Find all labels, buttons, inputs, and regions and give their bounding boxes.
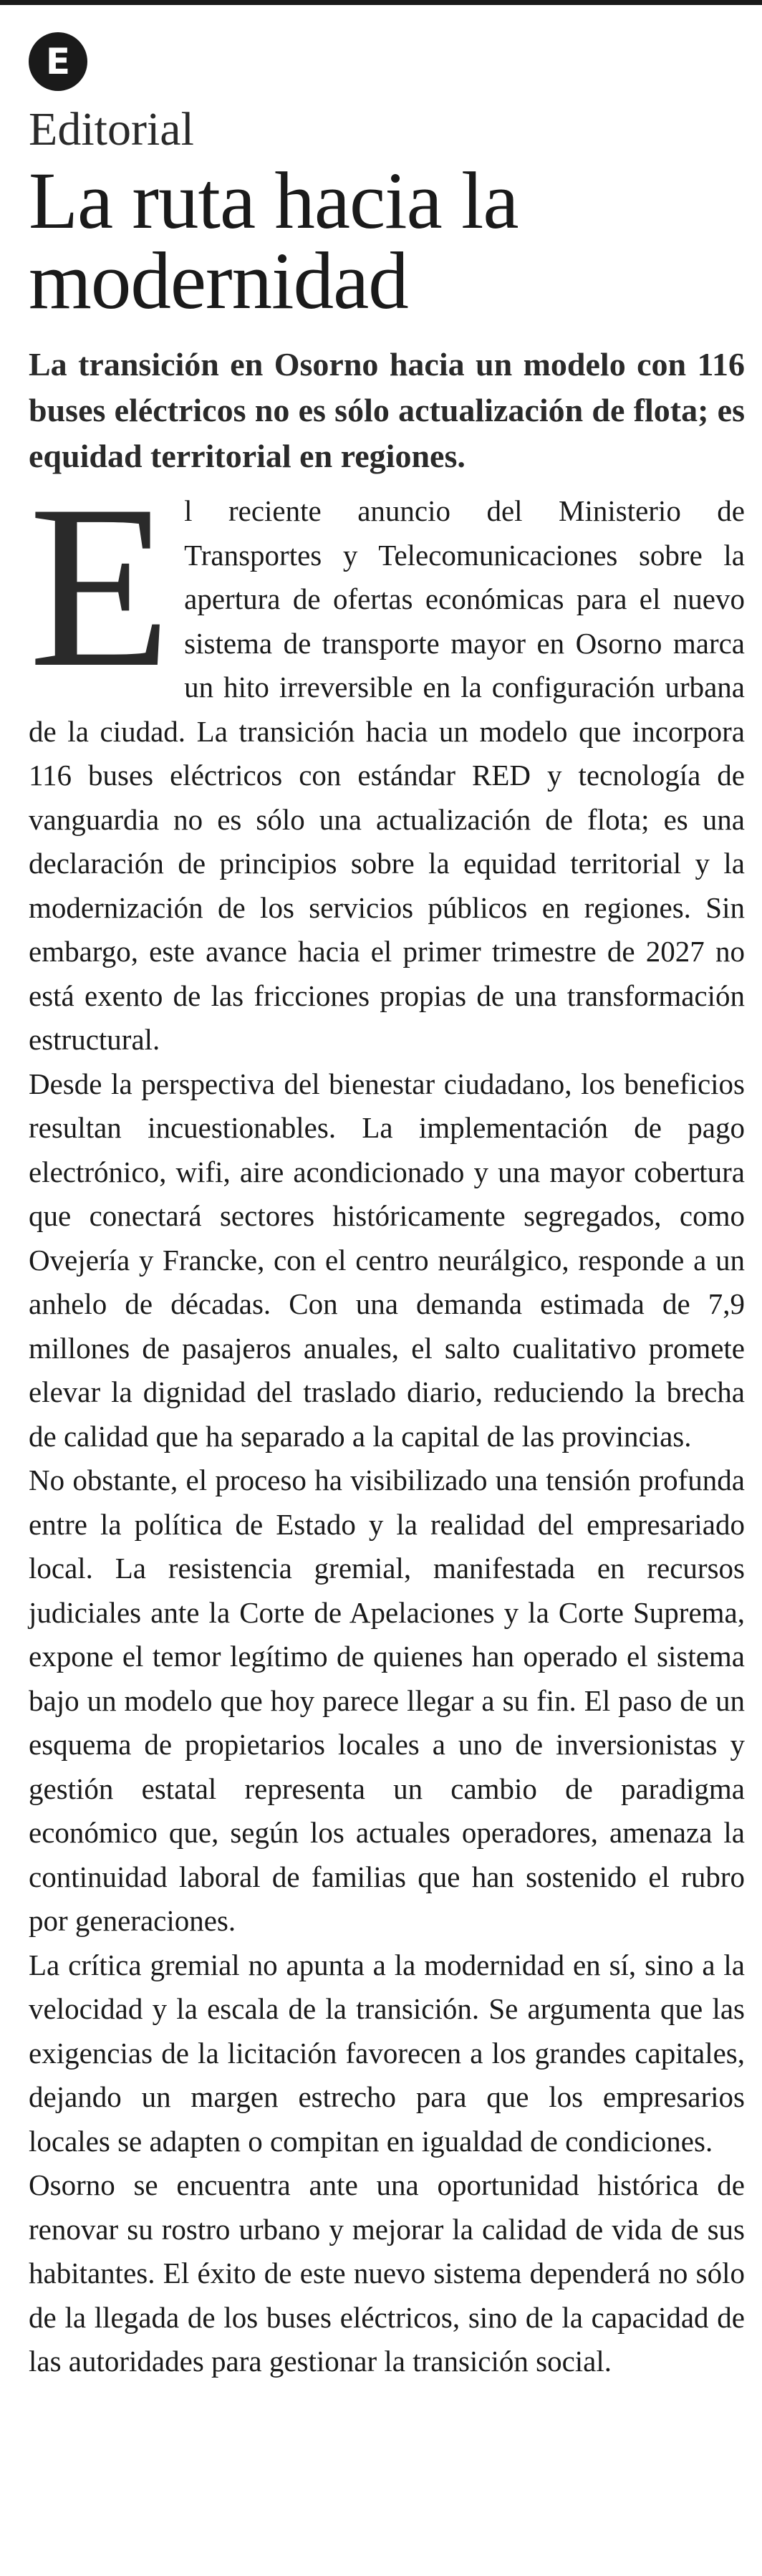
top-rule <box>0 0 762 5</box>
article-title: La ruta hacia la modernidad <box>29 156 519 326</box>
paragraph-3: No obstante, el proceso ha visibilizado una tensión profunda entre la política de Estado y la realidad del empresariado local. La resistencia gremial, manifestada en recursos judiciales ante la Corte de Apelaciones y la Corte Suprema, expone el temor legítimo de quienes han operado el sistema bajo un modelo que hoy parece llegar a su fin. El paso de un esquema de propietarios locales a uno de inversionistas y gestión estatal representa un cambio de paradigma económico que, según los actuales operadores, amenaza la continuidad laboral de familias que han sostenido el rubro por generaciones. <box>29 1464 745 1937</box>
paragraph-2: Desde la perspectiva del bienestar ciudadano, los beneficios resultan incuestionables. La implementación de pago electrónico, wifi, aire acondicionado y una mayor cobertura que conectará sectores históricamente segregados, como Ovejería y Francke, con el centro neurálgico, responde a un anhelo de décadas. Con una demanda estimada de 7,9 millones de pasajeros anuales, el salto cualitativo promete elevar la dignidad del traslado diario, reduciendo la brecha de calidad que ha separado a la capital de las provincias. <box>29 1067 745 1453</box>
section-badge: E <box>29 32 87 91</box>
paragraph-5: Osorno se encuentra ante una oportunidad histórica de renovar su rostro urbano y mejorar la calidad de vida de sus habitantes. El éxito de este nuevo sistema dependerá no sólo de la llegada de los buses eléctricos, sino de la capacidad de las autoridades para gestionar la transición social. <box>29 2168 745 2378</box>
section-label: Editorial <box>29 103 194 155</box>
paragraph-4: La crítica gremial no apunta a la modernidad en sí, sino a la velocidad y la escala de la transición. Se argumenta que las exigencias de la licitación favorecen a los grandes capitales, dejando un margen estrecho para que los empresarios locales se adapten o compitan en igualdad de condiciones. <box>29 1948 745 2158</box>
paragraph-1 <box>29 456 745 1062</box>
editorial-page <box>29 5 745 2384</box>
article-body <box>29 456 745 2384</box>
article-deck: La transición en Osorno hacia un modelo con 116 buses eléctricos no es sólo actualización de flota; es equidad territorial en regiones. <box>29 346 745 474</box>
drop-cap: E <box>29 456 172 716</box>
paragraph-1-text: l reciente anuncio del Ministerio de Transportes y Telecomunicaciones sobre la apertura de ofertas económicas para el nuevo sistema de transporte mayor en Osorno marca un hito irreversible en la configuración urbana de la ciudad. La transición hacia un modelo que incorpora 116 buses eléctricos con estándar RED y tecnología de vanguardia no es sólo una actualización de flota; es una declaración de principios sobre la equidad territorial y la modernización de los servicios públicos en regiones. Sin embargo, este avance hacia el primer trimestre de 2027 no está exento de las fricciones propias de una transformación estructural. <box>29 494 745 1056</box>
